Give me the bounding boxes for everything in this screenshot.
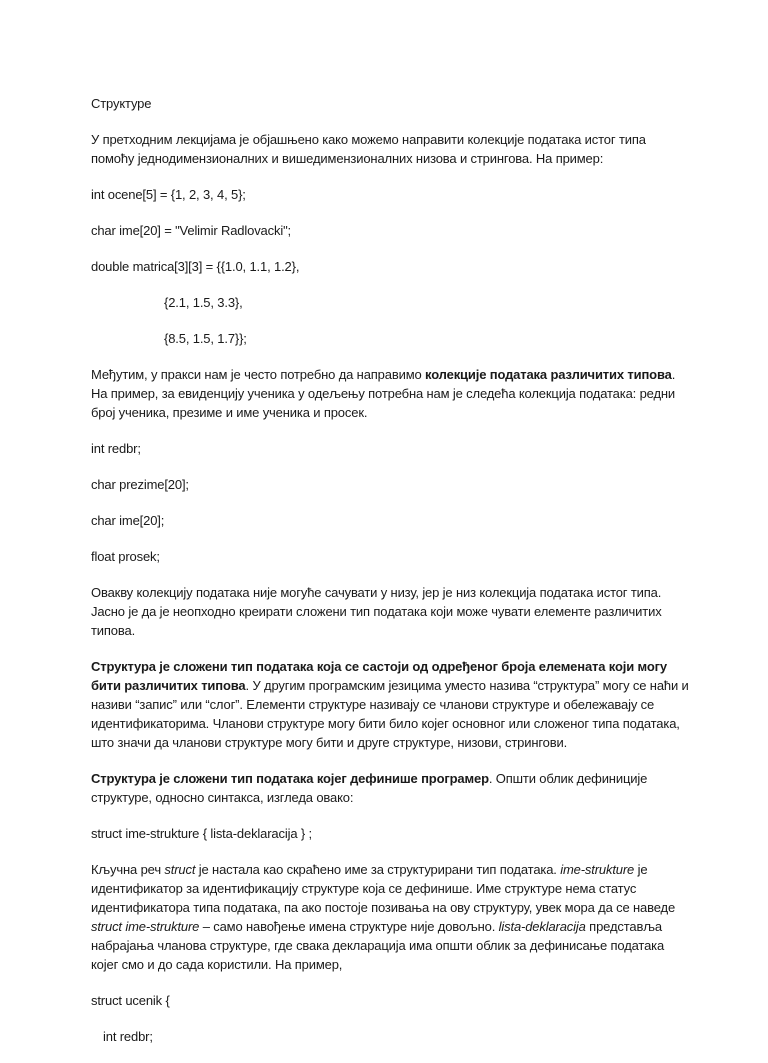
code-ime-init: char ime[20] = "Velimir Radlovacki"; [91, 223, 291, 238]
code-ocene: int ocene[5] = {1, 2, 3, 4, 5}; [91, 187, 246, 202]
kljucna-text-g: – само навођење имена структуре није довољно. [199, 919, 499, 934]
ovakvu-paragraph: Овакву колекцију података није могуће сачувати у низу, јер је низ колекција података истог типа. Јасно је да је неопходно креирати сложени тип података који може чувати елементе различитих типова. [91, 585, 662, 638]
code-redbr: int redbr; [91, 441, 141, 456]
document-page [91, 94, 691, 1063]
intro-paragraph: У претходним лекцијама је објашњено како можемо направити колекције података истог типа помоћу једнодимензионалних и вишедимензионалних низова и стрингова. На пример: [91, 132, 646, 166]
kljucna-text-e: је идентификатор за идентификацију структуре која се дефинише. Име структуре нема статус идентификатора типа података, па ако постоје позивања на ову структуру, увек мора да се наведе [91, 862, 676, 915]
struktura-definition-bold: Структура је сложени тип података која се састоји од одређеног броја елемената који могу бити различитих типова [91, 659, 667, 693]
kljucna-rec-paragraph [91, 860, 691, 974]
code-prezime: char prezime[20]; [91, 477, 189, 492]
code-prosek: float prosek; [91, 549, 160, 564]
kljucna-italic-ime-strukture: ime-strukture [560, 862, 635, 877]
struktura-programer-text: . Општи облик дефиниције структуре, односно синтакса, изгледа овако: [91, 771, 648, 805]
kljucna-text-c: је настала као скраћено име за структурирани тип података. [195, 862, 561, 877]
struktura-programer-paragraph [91, 769, 691, 807]
kljucna-italic-struct-ime: struct ime-strukture [91, 919, 200, 934]
code-ime: char ime[20]; [91, 513, 165, 528]
code-matrica-line2: {2.1, 1.5, 3.3}, [164, 295, 243, 310]
medjutim-text-a: Међутим, у пракси нам је често потребно да направимо [91, 367, 426, 382]
struktura-programer-bold: Структура је сложени тип података којег дефинише програмер [91, 771, 489, 786]
struktura-definition-paragraph [91, 657, 691, 752]
medjutim-bold: колекције података различитих типова [425, 367, 672, 382]
struct-syntax-line: struct ime-strukture { lista-deklaracija } ; [91, 826, 312, 841]
kljucna-text-i: представља набрајања чланова структуре, где свака декларација има општи облик за дефинисање података којег смо и до сада користили. На пример, [91, 919, 665, 972]
struktura-definition-text: . У другим програмским језицима уместо назива “структура” могу се наћи и називи “запис” или “слог”. Елементи структуре називају се чланови структуре и обележавају се идентификаторима. Чланови структуре могу бити било којег основног или сложеног типа података, што значи да чланови структуре могу бити и друге структуре, низови, стрингови. [91, 678, 689, 750]
medjutim-paragraph [91, 365, 691, 422]
kljucna-text-a: Кључна реч [91, 862, 165, 877]
code-struct-redbr: int redbr; [103, 1029, 153, 1044]
code-struct-ucenik: struct ucenik { [91, 993, 170, 1008]
kljucna-italic-lista: lista-deklaracija [498, 919, 586, 934]
kljucna-italic-struct: struct [164, 862, 196, 877]
code-matrica-line3: {8.5, 1.5, 1.7}}; [164, 331, 247, 346]
document-title: Структуре [91, 96, 152, 111]
code-matrica-line1: double matrica[3][3] = {{1.0, 1.1, 1.2}, [91, 259, 300, 274]
medjutim-text-c: . На пример, за евиденцију ученика у одељењу потребна нам је следећа колекција података: редни број ученика, презиме и име ученика и просек. [91, 367, 676, 420]
